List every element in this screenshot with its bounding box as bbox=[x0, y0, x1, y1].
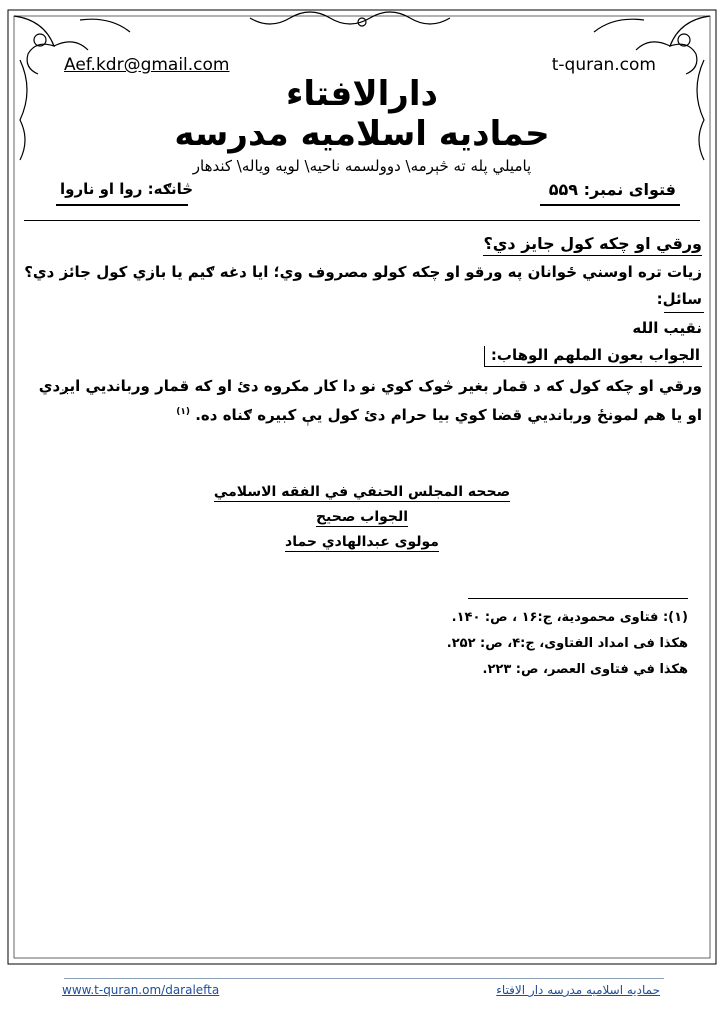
footer-title[interactable]: حمادیه اسلامیه مدرسه دار الافتاء bbox=[496, 983, 660, 997]
answer-text bbox=[22, 373, 702, 428]
page-title: دارالافتاء bbox=[286, 74, 438, 114]
footnote-ref: (۱) bbox=[176, 407, 190, 417]
site-link[interactable]: t-quran.com bbox=[551, 55, 656, 75]
verification-line-1 bbox=[0, 484, 724, 500]
topic-label: څانګه: روا او ناروا bbox=[60, 180, 194, 198]
question-title: ورقي او چکه کول جایز دي؟ bbox=[483, 234, 702, 256]
verification-text-1: صححه المجلس الحنفي في الفقه الاسلامي bbox=[213, 484, 511, 500]
footnote-separator bbox=[468, 598, 688, 599]
question-text: زیات تره اوسني ځوانان په ورقو او چکه کولو مصروف وي؛ ایا دغه ګیم یا بازي کول جائز دي؟ bbox=[24, 263, 702, 281]
verification-line-2 bbox=[0, 509, 724, 525]
verification-text-3: مولوی عبدالهادي حماد bbox=[285, 534, 439, 550]
asker-name: نقیب الله bbox=[632, 319, 702, 337]
footer-link[interactable]: www.t-quran.om/daralefta bbox=[62, 983, 220, 997]
address: پامیلي پله ته څېرمه\ دوولسمه ناحیه\ لویه ویاله\ کندهار bbox=[192, 157, 532, 175]
footnote-3: هکذا في فتاوی العصر، ص: ۲۲۳. bbox=[482, 662, 688, 677]
footnote-1: (۱): فتاوی محمودیة، ج:۱۶ ، ص: ۱۴۰. bbox=[451, 610, 688, 625]
footer-divider bbox=[64, 978, 664, 979]
asker-label: سائل: bbox=[656, 290, 702, 308]
fatwa-underline bbox=[540, 204, 680, 206]
verification-text-2: الجواب صحیح bbox=[315, 509, 409, 525]
footnote-2: هکذا فی امداد الفتاوی، ج:۴، ص: ۲۵۲. bbox=[446, 636, 688, 651]
answer-body: ورقي او چکه کول که د قمار بغیر څوک کوي نو دا کار مکروه دئ او که قمار وربانديي ایږدي او یا هم لمونځ وربانديي قضا کوي بیا حرام دئ کول يې کبیره ګناه ده. bbox=[38, 377, 702, 424]
institution-name: حمادیه اسلامیه مدرسه bbox=[174, 114, 550, 154]
asker-underline bbox=[664, 312, 704, 313]
topic-underline bbox=[56, 204, 188, 206]
answer-label: الجواب بعون الملهم الوهاب: bbox=[484, 346, 702, 367]
header-divider bbox=[24, 220, 700, 221]
email-link[interactable]: Aef.kdr@gmail.com bbox=[64, 55, 230, 75]
verification-line-3 bbox=[0, 534, 724, 550]
fatwa-number: فتوای نمبر: ۵۵۹ bbox=[548, 180, 676, 199]
